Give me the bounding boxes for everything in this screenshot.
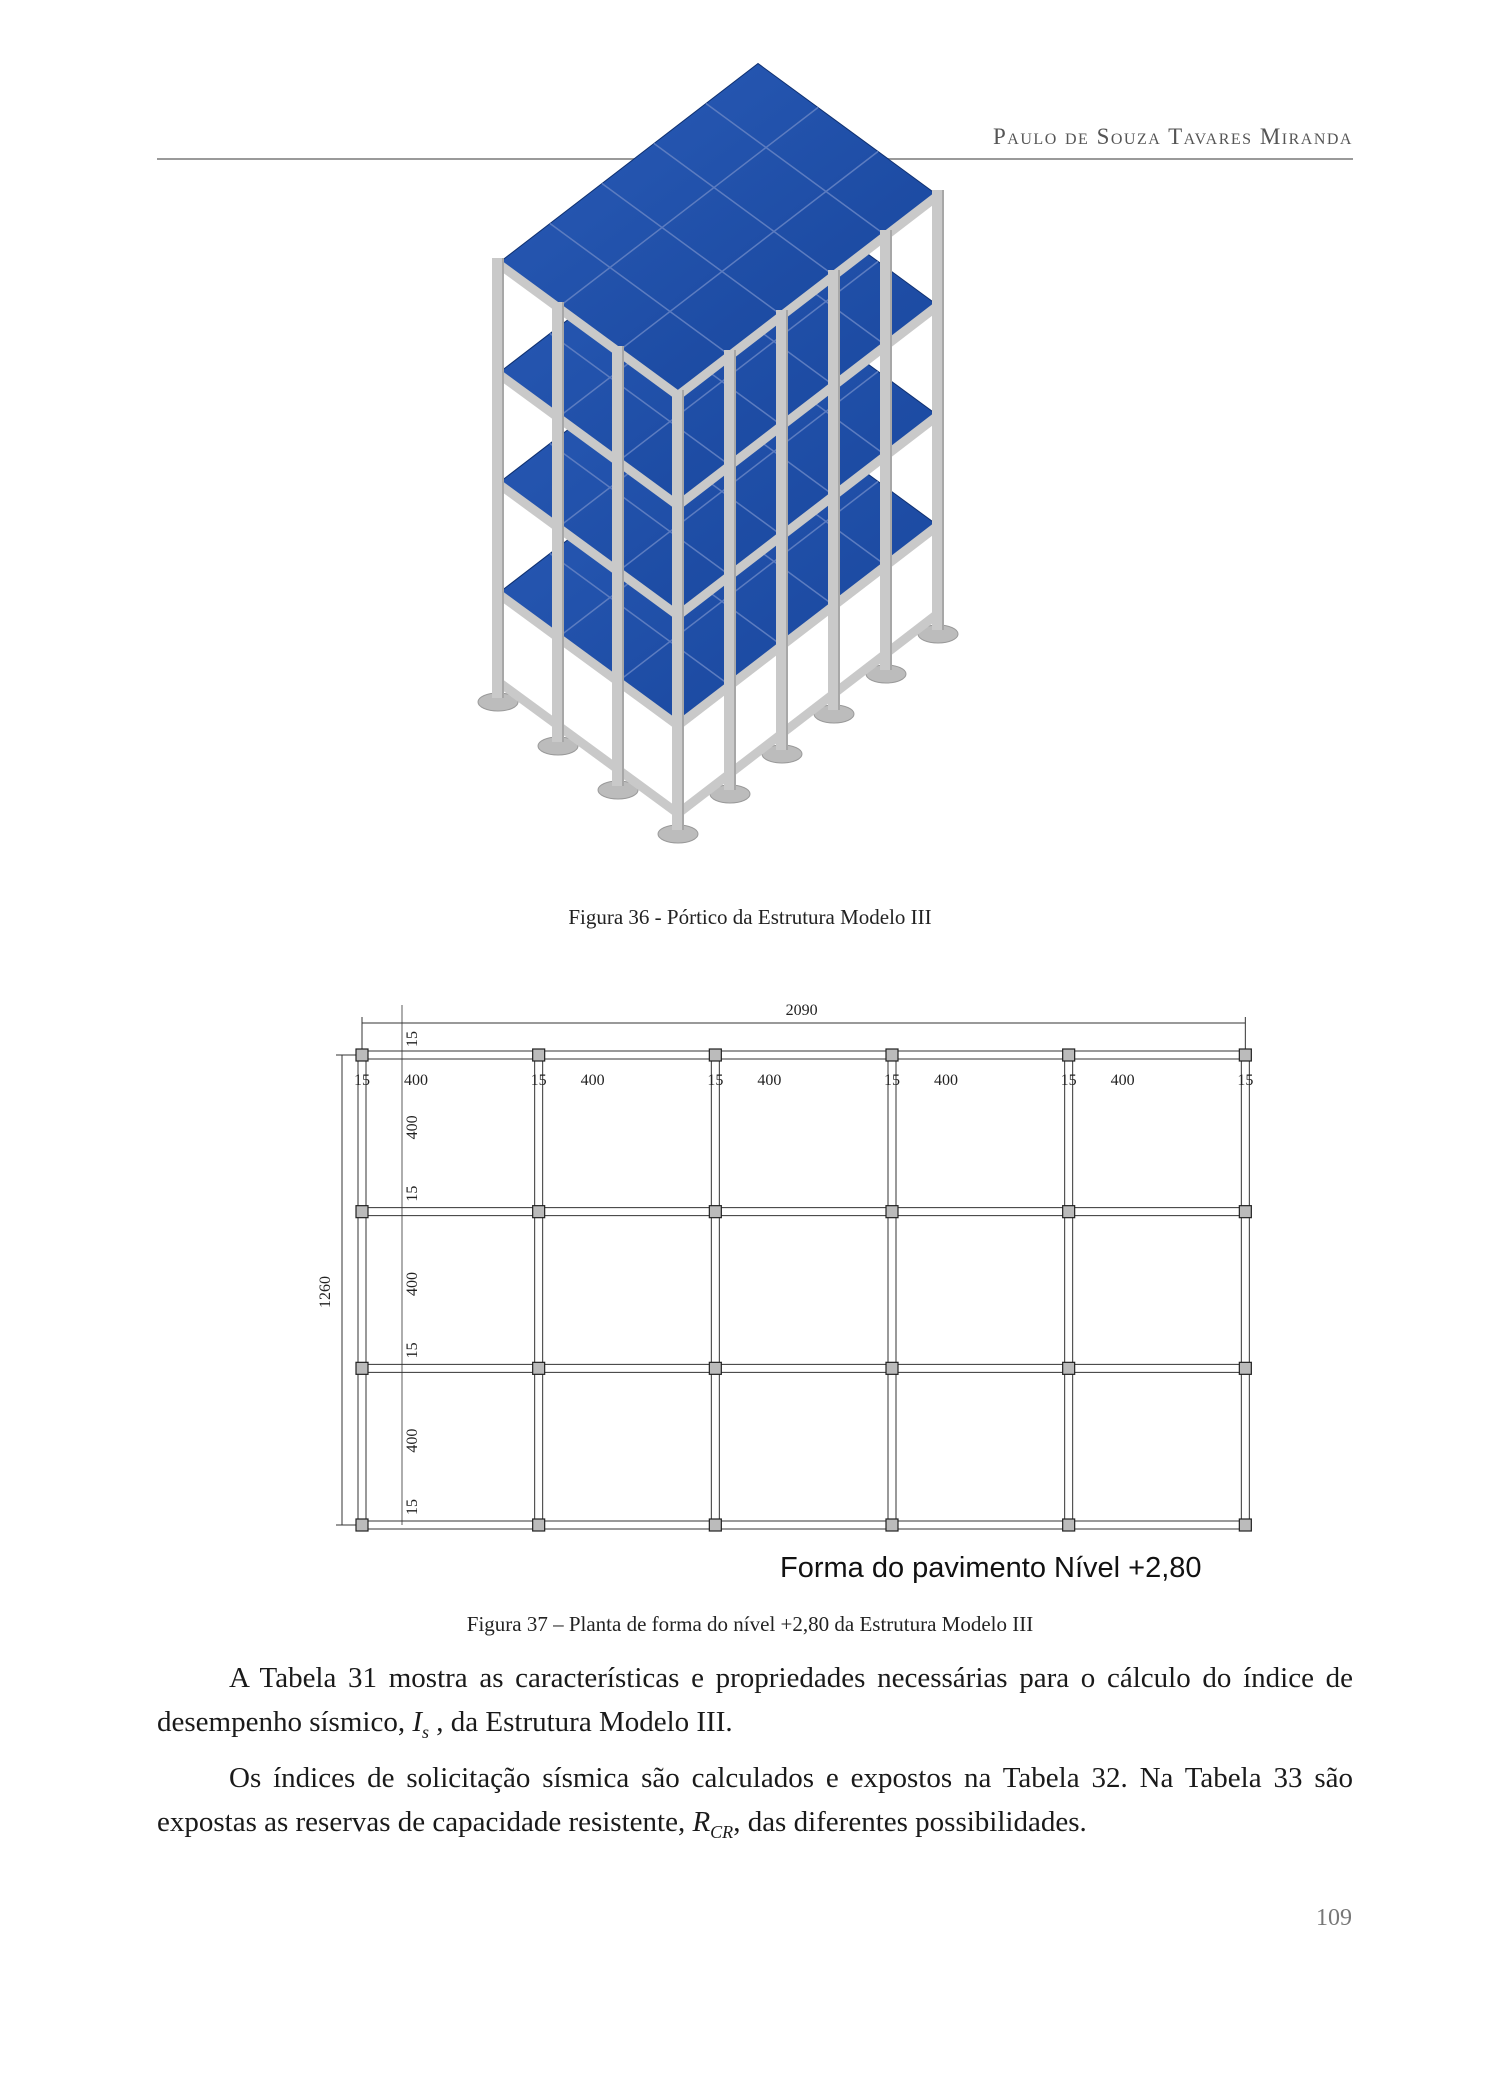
dim-overall-height: 1260 — [317, 1276, 334, 1308]
column-section — [709, 1206, 721, 1218]
dim-overall-width: 2090 — [785, 1002, 818, 1019]
paragraph-2-text: Os índices de solicitação sísmica são calculados e expostos na Tabela 32. Na Tabela 33 são expostas as reservas de capacidade resistente, — [157, 1762, 1353, 1838]
dim-col-width: 15 — [404, 1185, 421, 1202]
column-section — [533, 1049, 545, 1061]
column-section — [356, 1519, 368, 1531]
figure-37-floor-plan — [300, 995, 1254, 1595]
paragraph-1-end: , da Estrutura Modelo III. — [429, 1706, 733, 1738]
paragraph-1 — [157, 1656, 1353, 1754]
dim-col-width: 15 — [884, 1072, 900, 1089]
dim-span: 400 — [404, 1428, 421, 1453]
dim-col-width: 15 — [1060, 1072, 1077, 1089]
column-section — [533, 1206, 545, 1218]
rcr-symbol: R — [692, 1806, 711, 1838]
dim-span: 400 — [404, 1072, 428, 1089]
column-section — [1063, 1519, 1075, 1531]
column-section — [1063, 1049, 1075, 1061]
column-section — [1239, 1049, 1251, 1061]
column-section — [886, 1362, 898, 1374]
column-section — [356, 1206, 368, 1218]
column-section — [709, 1519, 721, 1531]
paragraph-2 — [157, 1756, 1353, 1854]
column-section — [886, 1206, 898, 1218]
page-number: 109 — [1316, 1905, 1352, 1931]
dim-span: 400 — [404, 1272, 421, 1296]
paragraph-1-text: A Tabela 31 mostra as características e propriedades necessárias para o cálculo do índice de desempenho sísmico, — [157, 1662, 1353, 1738]
column-section — [356, 1049, 368, 1061]
rcr-subscript: CR — [710, 1821, 734, 1842]
figure-36-caption: Figura 36 - Pórtico da Estrutura Modelo III — [568, 905, 932, 929]
figure-36-frame-3d — [420, 240, 1140, 890]
dim-col-width: 15 — [530, 1072, 547, 1089]
column-section — [1063, 1206, 1075, 1218]
dim-col-width: 15 — [707, 1072, 724, 1089]
dim-col-width: 15 — [1237, 1072, 1254, 1089]
dim-span: 400 — [580, 1072, 605, 1089]
plan-title: Forma do pavimento Nível +2,80 — [780, 1552, 1202, 1584]
dim-col-width: 15 — [404, 1499, 421, 1515]
column-section — [1239, 1362, 1251, 1374]
is-subscript: s — [422, 1721, 430, 1742]
dim-span: 400 — [404, 1115, 421, 1140]
column-section — [533, 1519, 545, 1531]
dim-col-width: 15 — [354, 1072, 370, 1089]
column-section — [709, 1049, 721, 1061]
column-section — [1239, 1519, 1251, 1531]
is-symbol: I — [412, 1706, 422, 1738]
paragraph-2-end: , das diferentes possibilidades. — [733, 1806, 1087, 1838]
dim-span: 400 — [1110, 1072, 1135, 1089]
dim-span: 400 — [934, 1072, 958, 1089]
column-section — [1239, 1206, 1251, 1218]
column-section — [1063, 1362, 1075, 1374]
column-section — [886, 1049, 898, 1061]
dim-col-width: 15 — [404, 1031, 421, 1047]
figure-37-caption: Figura 37 – Planta de forma do nível +2,80 da Estrutura Modelo III — [466, 1612, 1034, 1636]
running-head: Paulo de Souza Tavares Miranda — [993, 124, 1353, 149]
column-section — [886, 1519, 898, 1531]
dim-span: 400 — [757, 1072, 782, 1089]
column-section — [356, 1362, 368, 1374]
dim-col-width: 15 — [404, 1342, 421, 1359]
column-section — [533, 1362, 545, 1374]
column-section — [709, 1362, 721, 1374]
